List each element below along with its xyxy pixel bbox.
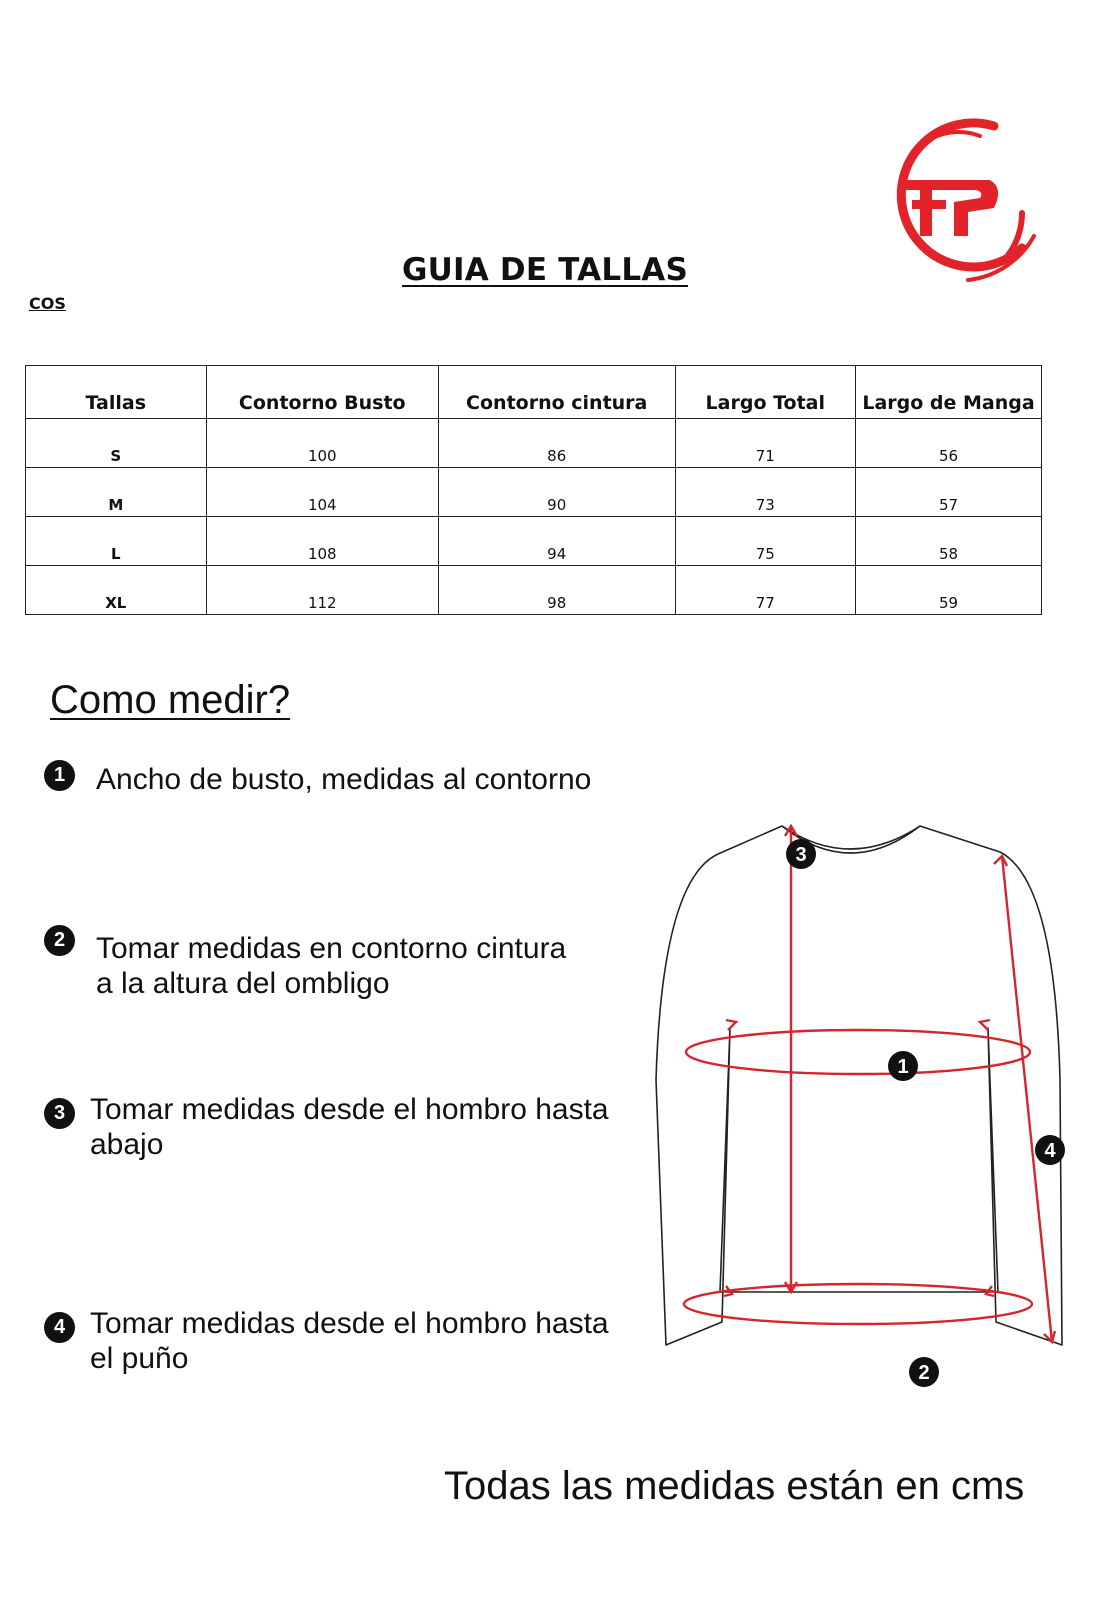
size-table — [25, 365, 1042, 615]
bust-measure-ellipse — [686, 1030, 1030, 1074]
marker-3-label: 3 — [795, 844, 807, 866]
marker-2-label: 2 — [918, 1362, 930, 1384]
garment-measurement-diagram — [640, 820, 1090, 1384]
number-2-badge: 2 — [44, 925, 75, 956]
brand-subtitle: COS — [29, 294, 66, 313]
table-cell: 56 — [856, 419, 1042, 468]
table-cell: 104 — [206, 468, 438, 517]
table-cell: 90 — [438, 468, 675, 517]
page-title: GUIA DE TALLAS — [402, 252, 688, 288]
size-cell: M — [26, 468, 207, 517]
column-header: Contorno cintura — [438, 366, 675, 419]
size-cell: L — [26, 517, 207, 566]
units-note: Todas las medidas están en cms — [444, 1464, 1025, 1508]
waist-measure-ellipse — [684, 1284, 1032, 1324]
table-cell: 77 — [675, 566, 856, 615]
column-header: Tallas — [26, 366, 207, 419]
table-header-row — [26, 366, 1042, 419]
table-cell: 71 — [675, 419, 856, 468]
number-1-badge: 1 — [44, 760, 75, 791]
table-row — [26, 566, 1042, 615]
how-to-measure-heading: Como medir? — [50, 678, 291, 722]
step-3-text-line-1: Tomar medidas desde el hombro hasta — [90, 1093, 609, 1126]
table-cell: 94 — [438, 517, 675, 566]
garment-outline — [656, 826, 1062, 1345]
column-header: Largo de Manga — [856, 366, 1042, 419]
table-row — [26, 517, 1042, 566]
column-header: Contorno Busto — [206, 366, 438, 419]
size-cell: S — [26, 419, 207, 468]
table-cell: 100 — [206, 419, 438, 468]
marker-4-label: 4 — [1044, 1140, 1056, 1162]
table-cell: 98 — [438, 566, 675, 615]
table-cell: 86 — [438, 419, 675, 468]
table-cell: 57 — [856, 468, 1042, 517]
step-2-text-line-1: Tomar medidas en contorno cintura — [96, 932, 567, 965]
table-cell: 108 — [206, 517, 438, 566]
table-cell: 112 — [206, 566, 438, 615]
table-cell: 59 — [856, 566, 1042, 615]
table-row — [26, 468, 1042, 517]
table-row — [26, 419, 1042, 468]
marker-1-label: 1 — [897, 1056, 909, 1078]
step-1-text: Ancho de busto, medidas al contorno — [96, 763, 592, 796]
step-4-text-line-1: Tomar medidas desde el hombro hasta — [90, 1307, 609, 1340]
step-3-text-line-2: abajo — [90, 1128, 164, 1161]
size-cell: XL — [26, 566, 207, 615]
table-cell: 75 — [675, 517, 856, 566]
number-3-badge: 3 — [44, 1098, 75, 1129]
column-header: Largo Total — [675, 366, 856, 419]
number-4-badge: 4 — [44, 1312, 75, 1343]
table-cell: 58 — [856, 517, 1042, 566]
table-cell: 73 — [675, 468, 856, 517]
step-2-text-line-2: a la altura del ombligo — [96, 967, 390, 1000]
step-4-text-line-2: el puño — [90, 1342, 189, 1375]
